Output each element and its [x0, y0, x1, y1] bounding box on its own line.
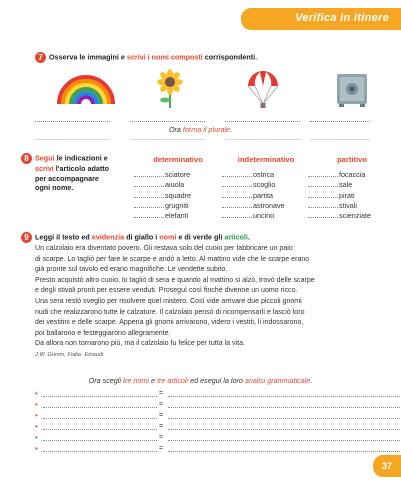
- analysis-row[interactable]: • =: [35, 444, 375, 454]
- list-item[interactable]: astronave: [222, 200, 310, 210]
- column-header: indeterminativo: [237, 155, 295, 164]
- ex7-answer-line-1[interactable]: [35, 120, 110, 122]
- column-header: determinativo: [153, 155, 203, 164]
- column-partitivo: [308, 155, 396, 220]
- ex9-story-text: [35, 244, 375, 361]
- safe-image: [335, 68, 369, 110]
- story-line: già pronte sul tavolo ed erano magnifiche. Le vendette subito.: [35, 266, 228, 274]
- bullet-icon: •: [35, 400, 38, 409]
- story-line: Da allora non tornarono più, ma il calzolaio fu felice per tutta la vita.: [35, 340, 245, 348]
- story-line: nudi che realizzarono tutte le calzature. Il calzolaio pensò di ricompensarli e lasciò loro: [35, 308, 305, 316]
- ex7-answer-line-3[interactable]: [225, 120, 300, 122]
- list-item[interactable]: squadre: [134, 190, 222, 200]
- story-line: poi ballarono e festeggiarono allegramente.: [35, 329, 171, 337]
- ex7-plural-line-4[interactable]: [310, 139, 370, 140]
- ex7-answer-line-2[interactable]: [130, 120, 205, 122]
- story-line: Presto acquistò altro cuoio, lo tagliò di sera e quando al mattino si alzò, trovò delle scarpe: [35, 276, 315, 284]
- page-number: 37: [373, 455, 401, 477]
- ex9-analysis-note: Ora scegli tre nomi e tre articoli ed esegui la loro analisi grammaticale.: [88, 376, 313, 385]
- ex7-number-badge: 7: [35, 52, 46, 63]
- bullet-icon: •: [35, 444, 38, 453]
- bullet-icon: •: [35, 433, 38, 442]
- story-line: dei vestitini e delle scarpe. Appena gli gnomi arrivarono, videro i vestiti, li indossarono,: [35, 319, 304, 327]
- parachute-image: [246, 68, 280, 110]
- column-indeterminativo: [222, 155, 310, 220]
- ex8-number-badge: 8: [21, 153, 32, 164]
- list-item[interactable]: sale: [308, 179, 396, 189]
- list-item[interactable]: partita: [222, 190, 310, 200]
- list-item[interactable]: grugniti: [134, 200, 222, 210]
- list-item[interactable]: scienziate: [308, 210, 396, 220]
- list-item[interactable]: pirati: [308, 190, 396, 200]
- story-line: Un calzolaio era diventato povero. Gli restava solo del cuoio per fabbricare un paio: [35, 245, 293, 252]
- column-determinativo: [134, 155, 222, 220]
- analysis-row[interactable]: • =: [35, 400, 375, 410]
- story-line: di scarpe. Lo tagliò per fare le scarpe e andò a letto. Al mattino vide che le scarpe erano: [35, 255, 310, 263]
- list-item[interactable]: ostrica: [222, 169, 310, 179]
- page-title: Verifica in itinere: [295, 12, 389, 24]
- sunflower-image: [155, 68, 185, 110]
- ex7-plural-line-2[interactable]: [130, 139, 205, 140]
- ex7-plural-note: Ora forma il plurale.: [168, 125, 233, 134]
- bullet-icon: •: [35, 411, 38, 420]
- list-item[interactable]: scoglio: [222, 179, 310, 189]
- rainbow-image: [55, 68, 117, 110]
- analysis-row[interactable]: • =: [35, 411, 375, 421]
- story-source: J.W. Grimm, Fiabe, Einaudi: [35, 351, 104, 358]
- ex7-instruction: 7 Osserva le immagini e scrivi i nomi composti corrispondenti.: [35, 52, 257, 63]
- ex7-answer-line-4[interactable]: [310, 120, 370, 122]
- analysis-row[interactable]: • =: [35, 422, 375, 432]
- ex8-instruction: 8 Segui le indicazioni e scrivi l'articolo adatto per accompagnare ogni nome.: [35, 153, 130, 193]
- list-item[interactable]: sciatore: [134, 169, 222, 179]
- page-header: [0, 0, 401, 34]
- bullet-icon: •: [35, 389, 38, 398]
- analysis-row[interactable]: • =: [35, 433, 375, 443]
- ex7-plural-line-1[interactable]: [35, 139, 110, 140]
- list-item[interactable]: aiuola: [134, 179, 222, 189]
- list-item[interactable]: focaccia: [308, 169, 396, 179]
- ex7-highlight: scrivi i nomi composti: [126, 52, 203, 62]
- story-line: Una sera restò sveglio per risolvere quel mistero. Così vide arrivare due piccoli gnomi: [35, 297, 302, 305]
- ex7-plural-line-3[interactable]: [225, 139, 300, 140]
- list-item[interactable]: elefanti: [134, 210, 222, 220]
- column-header: partitivo: [337, 155, 367, 164]
- list-item[interactable]: uncino: [222, 210, 310, 220]
- story-line: e degli stivali pronti per essere venduti. Proseguì così finché divenne un uomo ricco.: [35, 287, 298, 295]
- list-item[interactable]: stivali: [308, 200, 396, 210]
- analysis-row[interactable]: • =: [35, 389, 375, 399]
- ex9-number-badge: 9: [21, 232, 32, 243]
- ex9-instruction: 9 Leggi il testo ed evidenzia di giallo i nomi e di verde gli articoli.: [35, 232, 250, 243]
- bullet-icon: •: [35, 422, 38, 431]
